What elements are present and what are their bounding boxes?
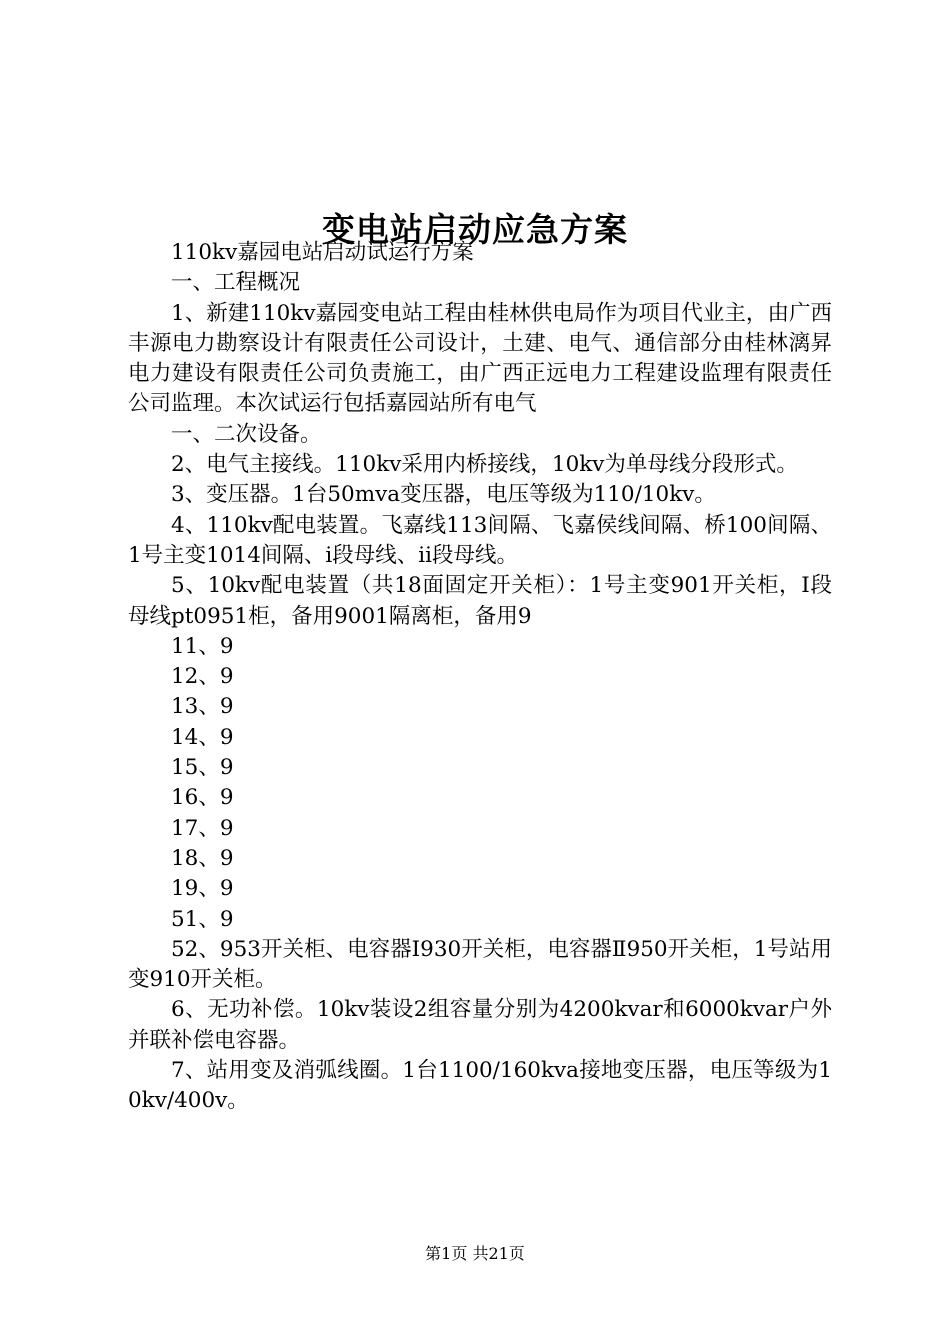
list-item: 17、9 bbox=[171, 815, 234, 841]
list-item: 12、9 bbox=[171, 664, 234, 690]
list-item: 19、9 bbox=[171, 876, 234, 902]
paragraph: 52、953开关柜、电容器Ⅰ930开关柜，电容器Ⅱ950开关柜，1号站用变910开关柜。 bbox=[128, 936, 832, 993]
paragraph: 2、电气主接线。110kv采用内桥接线，10kv为单母线分段形式。 bbox=[171, 452, 798, 478]
paragraph: 6、无功补偿。10kv装设2组容量分别为4200kvar和6000kvar户外并联补偿电容器。 bbox=[128, 997, 832, 1053]
page-footer: 第1页 共21页 bbox=[425, 1244, 525, 1263]
list-item: 14、9 bbox=[171, 724, 234, 750]
list-item: 13、9 bbox=[171, 694, 234, 720]
list-item: 51、9 bbox=[171, 906, 234, 932]
list-item: 16、9 bbox=[171, 785, 234, 811]
paragraph: 5、10kv配电装置（共18面固定开关柜）：1号主变901开关柜，Ⅰ段母线pt0951柜，备用9001隔离柜，备用9 bbox=[128, 573, 832, 629]
paragraph: 1、新建110kv嘉园变电站工程由桂林供电局作为项目代业主，由广西丰源电力勘察设计有限责任公司设计，土建、电气、通信部分由桂林漓昇电力建设有限责任公司负责施工，由广西正远电力工程建设监理有限责任公司监理。本次试运行包括嘉园站所有电气 bbox=[128, 300, 832, 417]
document-title: 变电站启动应急方案 bbox=[322, 210, 628, 250]
paragraph: 7、站用变及消弧线圈。1台1100/160kva接地变压器，电压等级为10kv/400v。 bbox=[128, 1058, 832, 1114]
list-item: 18、9 bbox=[171, 845, 234, 871]
paragraph: 110kv嘉园电站启动试运行方案 bbox=[171, 240, 474, 265]
paragraph: 4、110kv配电装置。飞嘉线113间隔、飞嘉侯线间隔、桥100间隔、1号主变1014间隔、i段母线、ii段母线。 bbox=[128, 512, 832, 568]
paragraph: 3、变压器。1台50mva变压器，电压等级为110/10kv。 bbox=[171, 482, 716, 508]
list-item: 15、9 bbox=[171, 755, 234, 781]
list-item: 11、9 bbox=[171, 633, 234, 659]
paragraph: 一、工程概况 bbox=[171, 270, 301, 296]
document-body bbox=[128, 238, 832, 1117]
paragraph: 一、二次设备。 bbox=[171, 421, 322, 447]
